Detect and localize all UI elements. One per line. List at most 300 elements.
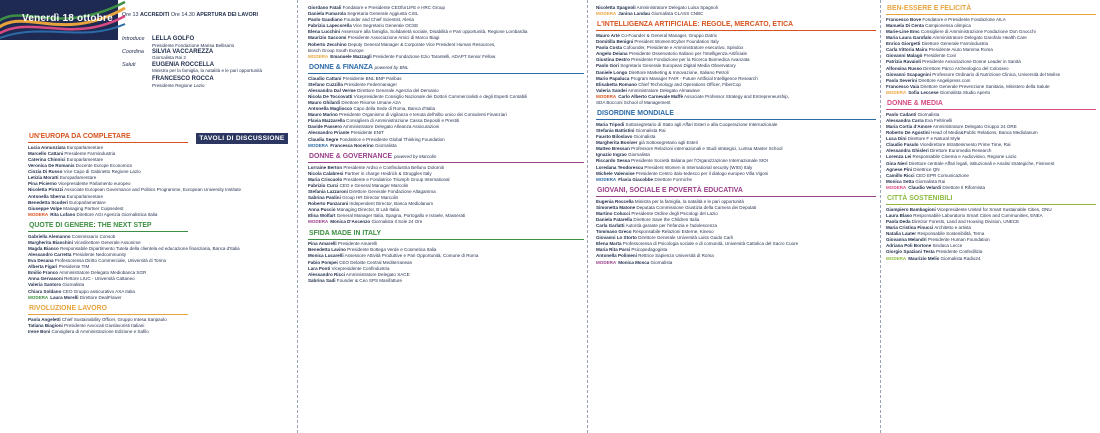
opening-times [122,12,258,18]
participant-name: Tommaso Greco [596,229,632,235]
intro-person-role: Giornalista Rai 2 [152,55,186,61]
participant-role: Presidente Fondazione per la Ricerca Biomedica Avanzata [629,57,750,63]
participant-role: Founder and Chief Scientist, Aleria [342,17,414,23]
participant-role: Amministratore Delegato Garofalo Health Care [931,35,1027,41]
participant-name: Fabio Pompei [308,259,338,265]
participant-name: Elena Marta [596,241,622,247]
moderator-label: MODERA [308,53,329,59]
moderator [596,177,876,183]
participant-name: Maria Criscuolo [308,176,343,182]
intro-role: Saluti [122,61,136,68]
participant-name: Anna Gervasoni [28,276,63,282]
participant-name: Pina Amarelli [308,241,337,247]
participant-name: Gabriella Alemanno [28,233,71,239]
participant-name: Daniela Fatarella [596,216,633,222]
participant-name: Davide Passero [308,124,342,130]
participant-name: Francesco Vaia [886,83,920,89]
participant-name: Irene Boni [28,328,51,334]
participant-role: Fondatore e Presidente CEOforLIFE e HRC Group [341,5,445,10]
moderator-role: Direttore AGI Agenzia Giornalistica Italia [75,211,158,217]
participant-name: Marie-Line Emc [886,28,920,34]
accreditation-label: ACCREDITI [139,12,170,18]
participant-role: Amministratore Delegato Mediobanca SGR [58,270,147,276]
section-title: DONNE & MEDIA [887,100,943,108]
program-section [308,153,584,226]
section-rule [28,231,188,232]
participant-role: Professoressa Diritto Commerciale, Università di Torino [53,258,167,264]
participant-name: Stefano Cuzzilla [308,81,343,87]
participant-role: Professore Relazioni internazionali e Studi strategici, Lumsa Master School [629,146,783,152]
participant-role: CEO EPR Comunicazione [914,172,969,178]
day-title: Venerdì 18 ottobre [22,13,113,24]
participant-role: Amministratore Delegato Luisa Spagnoli [635,5,718,10]
participant-role: Consigliera di Amministrazione Cassa Depositi e Prestiti [344,118,460,124]
participant-name: Giuseppe Volpe [28,205,63,211]
section-title: DONNE & FINANZA powered by BNL [309,63,409,71]
participant-name: Pina Picierno [28,181,57,187]
participant-role: Europarlamentare [65,144,104,150]
participant-role: Deputy General Manager & Corporate Vice President Human Resources, [346,41,496,47]
participant-name: Lorraine Berton [308,164,343,170]
participant-name: Giovanni Scapagnini [886,71,931,77]
participant-role: Presidente BNL BNP Paribas [341,75,402,81]
participant-name: Valeria Sandei [596,87,627,93]
moderator-label: MODERA [886,89,907,95]
moderator [596,260,876,266]
participant-name: Paola Costa [596,45,623,51]
participant-name: Chiara Soldano [28,288,62,294]
moderator-label: MODERA [886,184,907,190]
participant-name: Paola Angeletti [28,316,61,322]
participant-role: Program Manager FAIR - Future Artificial Intelligence Research [629,75,758,81]
participant-role: Presidente ENIT [349,130,385,136]
participant-role: Presidente Società Italiana per l'Organizzazione Internazionale SIOI [629,158,768,164]
participant-name: Carla Vittoria Maira [886,47,928,53]
intro-people [152,62,262,89]
participant-role: Autorità garante per l'infanzia e l'adolescenza [624,223,718,229]
participant-name: Agnese Pini [886,166,913,172]
moderator-name: Maurizio Melis [908,255,940,261]
participant-role: Sottosegretario di Stato agli Affari Esteri e alla Cooperazione Internazionale [624,121,778,127]
participant-role: Amministratore Delegato SACE [344,271,410,277]
section-title: DISORDINE MONDIALE [597,110,674,118]
participant-name: Enrico Giorgetti [886,41,921,47]
intro-people [152,36,262,48]
participant-role: Responsabile Laboratorio Smart Cities and Communities, ENEA [912,212,1043,218]
participant-name: Roberto Panzarani [308,201,349,207]
participant-name: Giustina Destro [596,57,630,63]
participant-role: Vicepresidente Confindustria [330,265,390,271]
participant-name: Lara Ponti [308,265,331,271]
moderator [886,185,1096,191]
participant-name: Daniela Fumarola [308,11,346,17]
section-rule [596,30,876,31]
participant-role: Consigliera di Amministrazione Edizione e Safilo [50,328,149,334]
participant-name: Alfonsina Russo [886,65,922,71]
participant-role: Independent Director, Banca Mediolanum [348,201,434,207]
section-rule [308,162,584,163]
participant-role: Presidente Federmanager [342,81,397,87]
participant-name: Elisabetta Romano [596,81,637,87]
program-section [308,230,584,284]
participant-name: Fausto Biloslavo [596,134,633,140]
participant-role: Architetto e artista [933,225,971,231]
participant-role: Presidente Amarelli [336,241,378,247]
participant-role: già Sottosegretario agli Esteri [637,140,699,146]
participant-role: Director Forests, Land and Housing Division, UNECE [910,219,1020,225]
participant-name: Margherita Bianchini [28,239,73,245]
intro-role: Introduce [122,36,145,42]
moderator-label: MODERA [596,11,617,17]
participant-role: Direttore F e Natural Style [906,136,961,142]
moderator-role: Direttore Formiche [653,176,693,182]
participant-name: Roberto De Agostini [886,130,930,136]
participant-name: Letizia Moratti [28,175,59,181]
participant-name: Adriana Poli Bortone [886,243,932,249]
participant-name: Nicola De Toccovatti [308,93,353,99]
intro-person-name: FRANCESCO ROCCA [152,76,214,83]
participant-name: Claudia Segre [308,136,339,142]
participant-role: Direttore Generale Prevenzione Sanitaria, Ministero della Salute [919,83,1050,89]
participant-name: Valeria Santoro [28,282,62,288]
participant-role: Presidente Bottega Verde e Cosmetica Italia [345,247,437,253]
participant-name: Alberta Figari [28,264,58,270]
participant-role: Commissario Consob [70,233,116,239]
participant-name: Riccardo Sessa [596,158,630,164]
program-section [886,5,1096,96]
moderator-name: Rita Lofano [50,211,76,217]
moderator-name: Claudio Velardi [908,184,942,190]
participant-name: Maria Tripodi [596,121,625,127]
participant-name: Alessandro Carretta [28,252,72,257]
section-rule [886,204,1096,205]
participant-name: Mauro Ghilardi [308,100,341,106]
participant-role: Europarlamentare [65,193,104,199]
participant-role: Direttore Generale Agenzia del Demanio [355,87,439,93]
participant-role: Direttore centrale Affari legali, istituzionali e Analisi strategiche, Fininvest [907,160,1055,166]
participant-role: Docente Europe Economics [74,163,133,169]
participant-name: Daniele Longo [596,69,628,75]
participant-name: Luca Dini [886,136,907,142]
participant-name: Martino Colucci [596,210,631,216]
program-section [596,110,876,183]
participant-role: Responsabile Dipartimento Tutela della clientela ed educazione finanziaria, Banca d'Italia [58,245,240,251]
participant-name: Magda Bianco [28,245,59,251]
participant [308,278,584,284]
participant-role: Amministratore Delegato Alleanza Assicurazioni [341,124,440,130]
moderator [886,256,1096,262]
participant-role: Presidente Ardso e Confindustria Belluno Dolomiti [342,164,444,170]
participant-role: Direttrice QN [912,166,940,172]
participant-name: Angelo Deiana [596,51,628,57]
participant-name: Alessandra Dal Verme [308,87,356,93]
moderator [28,212,188,218]
participant-role: President Women in International security (WIIS) Italy [643,164,753,170]
moderator-role-continued: SDA Bocconi School of Management [596,100,671,106]
participant-name: Mario Papaluca [596,75,630,81]
participant-role: Group HR Director Marcolin [340,195,399,201]
participant-name: Mauro Arte [596,32,620,38]
program-section [596,5,876,17]
intro-row [122,62,262,89]
moderator-name: Laura Morelli [50,294,79,300]
section-rule [28,142,188,143]
participant-name: Giorgio Spaziani Testa [886,249,935,255]
column-divider [587,0,588,433]
participant-name: Alessandro Ricci [308,271,345,277]
participant-role: Vice Capo di Gabinetto Regione Lazio [62,169,141,175]
section-title: DONNE & GOVERNANCE powered by Marcolin [309,152,437,160]
participant-name: Maria Laura Garofalo [886,35,932,41]
participant-name: Manuela Di Centa [886,22,924,28]
moderator-role: Giornalista Studio Aperto [938,89,991,95]
moderator-label: MODERA [596,259,617,265]
moderator [308,54,584,60]
program-section [596,21,876,106]
participant-role: Direttore Generale Fondazione Altagamma [347,188,436,194]
participant-name: Sabrina Sadi [308,277,336,283]
day-banner [0,0,118,40]
participant-name: Giovanna Melandri [886,237,927,243]
participant-name: Ignazio Ingrao [596,152,627,158]
column-divider [297,0,298,433]
participant-role: Assessore alla famiglia, Solidarietà sociale, Disabilità e Pari opportunità, Regione Lombardia [340,29,528,35]
moderator-label: MODERA [308,219,329,225]
participant-role: Managing Director, B Lab Italia [335,207,399,213]
program-section [886,100,1096,191]
participant-role: Vicepresidente Parlamento europeo [56,181,131,187]
participant-role: General Manager Italia, Spagna, Portogallo e Israele, Masserati [335,213,466,219]
participant-name: Alessandra Ghisleri [886,148,929,154]
moderator-role: Direttore DealFlower [78,294,122,300]
participant-role: Presidente TIM [57,264,90,270]
participant-name: Loredana Teodorescu [596,164,644,170]
moderator-name: Emanuele Mazzagli [330,53,372,59]
participant-role: Consigliere di Amministrazione Fondazione Don Gnocchi [919,28,1036,34]
participant-role: Presidente e Fondatrice Triumph Group International [342,176,450,182]
participant-name: Emilio Franco [28,270,59,276]
section-sponsor: powered by Marcolin [394,153,437,159]
intro-person-role: Presidente Regione Lazio [152,82,205,88]
participant-name: Francesco Bove [886,16,922,22]
participant-role: Fondatore e Presidente Fondazione AILA [921,16,1006,22]
participant-name: Simonetta Matone [596,204,636,210]
participant-name: Sabrina Paolini [308,195,341,201]
participant-name: Fabrizio Curci [308,182,339,188]
moderator-name: Sofia Leccese [908,89,939,95]
participant-role: CEO Gruppo assicurativo AXA Italia [61,288,135,294]
participant-name: Eugenia Roccella [596,198,634,204]
participant-role: Eva Feltrinelli [923,117,953,123]
participant-name: Benedetta Lavino [308,247,346,253]
participant-name: Antonella Sberna [28,193,66,199]
participant-role: Direttore Generale Farmindustria [920,41,989,47]
section-rule [308,239,584,240]
participant-role: CEO e General Manager Marcolin [338,182,409,188]
participant-role: Giornalista [916,111,940,117]
program-column-2 [308,5,584,288]
participant-name: Cinzia Di Russo [28,169,63,175]
intro-person-name: LELLA GOLFO [152,36,195,42]
participant-role: Presidente Osservatorio Italiano per l'Intelligenza Artificiale [627,51,747,57]
section-rule [886,109,1096,110]
participant-role: Responsabile Sostenibilità, Tema [916,231,985,237]
participant-role: President Women4Cyber Foundation Italy [633,39,719,45]
participant-name: Michele Valensise [596,170,635,176]
participant-role: Europarlamentare [67,199,106,205]
participant-role: Assessore Attività Produttive e Pari Opportunità, Comune di Roma [343,253,479,259]
program-section [596,187,876,266]
participant-name: Flavia Mazzarella [308,118,345,124]
moderator-role: Giornalista [649,259,673,265]
participant-role: Europarlamentare [58,175,97,181]
participant-role: Co-Founder & General Manager, Gruppo Datrix [619,32,717,38]
moderator-role: Giornalista Radio24 [939,255,981,261]
participant-role: Presidente Avvocati Giuslavoristi Italiani [62,322,145,328]
participant-role: Cofounder, Presidente e Amministratore esecutivo, Spindox [622,45,744,51]
participant-role: Amministratore Delegato Gruppo 24 ORE [931,124,1017,129]
program-section [28,305,188,335]
participant-role: Giornalista [61,282,85,288]
moderator-label: MODERA [28,211,49,217]
participant-name: Maria Cortia d'Amore [886,124,932,129]
participant-role: Presidente Ordine degli Psicologi del Lazio [630,210,718,216]
participant-role: Capo della Sede di Roma, Banca d'Italia [352,106,435,112]
intro-person-name: EUGENIA ROCCELLA [152,61,215,68]
participant-name: Lucia Annunziata [28,144,66,150]
participant-role: Presidente Aiuto Mamma Roma [927,47,993,53]
section-title: UN'EUROPA DA COMPLETARE [29,133,131,140]
participant-role: Deputata Commissione Giustizia della Camera dei Deputati [635,204,757,210]
participant-role: Direttore Angelipress.com [917,77,971,83]
moderator [886,90,1096,96]
section-title: QUOTE DI GENERE: THE NEXT STEP [29,221,152,229]
participant-role: CEO Deloitte Central Mediterranean [337,259,413,265]
participant-role: Giornalista Rai [634,128,666,133]
column-divider [880,0,881,433]
participant-name: Carla Garlatti [596,223,625,229]
participant-name: Veronica De Romanis [28,163,75,169]
participant-name: Stefania Lazzaroni [308,188,348,194]
participant-role: Presidente Farmindustria [63,150,116,156]
participant-name: Antonella Polimeni [596,253,637,259]
intro-person-name: SILVIA VACCAREZZA [152,48,214,55]
participant-name: Claudio Fasulo [886,142,919,148]
participant-role: Vicedirettore Intrattenimento Prime Time, Rai [918,142,1011,148]
moderator-role: Giornalista CLASS CNBC [650,11,704,17]
participant-role: Presidente Associazione Donne Leader in Sanità [920,59,1021,65]
participant-name: Paolo Gori [596,63,619,69]
moderator-label: MODERA [596,93,617,99]
moderator-name: Janina Landau [618,11,651,17]
participant-role: Presidente Associazione Amici di Marco Biagi [346,35,440,41]
opening-time: Ore 14.30 [170,12,195,18]
participant-name: Paola Deda [886,219,911,225]
participant-name: Giampiero Bambagioni [886,206,936,212]
moderator-role: Presidente Fondazione Ezio Tarantelli, ADAPT Senior Fellow [371,53,496,59]
participant-role: Vicepresidente Consiglio Nazionale dei Dottori Commercialisti e degli Esperti Contabili [352,93,528,99]
section-title: SFIDA MADE IN ITALY [309,229,382,237]
participant [28,329,188,335]
participant-name: Antonella Magliocco [308,106,353,112]
participant-role: Direttore Marketing & Innovazione, Italiano Petroli [627,69,729,75]
participant-role: Partner in charge Heidrick & Struggles Italy [343,170,432,176]
moderator-name: Carlo Alberto Carnevale Maffè [618,93,683,99]
participant-role: Direttore Generale Università Luiss Guido Carli [636,235,733,241]
intro-row [122,49,262,61]
moderator [308,219,584,225]
moderator-name: Flavia Giacobbe [618,176,654,182]
section-rule [596,196,876,197]
section-title: BEN-ESSERE E FELICITÀ [887,5,972,12]
participant-name: Giordano Fatali [308,5,342,10]
participant-role: Ministra per la famiglia, la natalità e le pari opportunità [633,198,744,204]
participant-role: Bosch Group South Europe [308,47,364,53]
program-column-4 [886,5,1096,266]
participant-role: Europarlamentare [65,156,104,162]
moderator [28,295,188,301]
participant-name: Nicola Calabresi [308,170,344,176]
section-title: RIVOLUZIONE LAVORO [29,304,107,312]
participant-name: Paolo Cadanti [886,111,917,117]
intro-person-role: Ministra per la famiglia, la natalità e le pari opportunità [152,68,263,74]
participant-name: Lorenza Lei [886,154,912,160]
participant-name: Natalia Lauter [886,231,917,237]
moderator-name: Francesca Nocerino [330,142,374,148]
moderator-name: Monica Mosca [618,259,650,265]
participant-name: Maurizio Saccomi [308,35,347,41]
moderator-label: MODERA [886,255,907,261]
participant-role: Amministratore Delegato Almawave [626,87,700,93]
participant-role: Giornalista [632,134,656,140]
participant-name: Matteo Bressan [596,146,630,152]
participant-role: Associate European Governance and Politics Programme, European University Institute [63,187,242,193]
participant-role: Direttore Save the Children Italia [632,216,700,222]
participant-name: Margherita Boniver [596,140,638,146]
participant-role: Fondatrice e Presidente Global Thinking Foundation [338,136,445,142]
section-sponsor: powered by BNL [374,64,409,70]
section-rule [596,119,876,120]
participant-role: Segretario Generale European Digital Media Observatory [619,63,736,69]
moderator-role: Giornalista [373,142,397,148]
participant-name: Caterina Chinnici [28,156,66,162]
participant-name: Roberto Zecchino [308,41,347,47]
participant-name: Paola Severini [886,77,918,83]
section-title: CITTÀ SOSTENIBILI [887,195,953,203]
participant-role: Direttore Risorse Umane A2A [340,100,401,106]
participant-name: Paolo Gaudiano [308,17,343,23]
participant-name: Patrizia Ravaioli [886,59,921,65]
participant-role: Direttore Parco Archeologico del Colosseo [921,65,1009,71]
participant-name: Stefania Battistini [596,128,635,133]
participant-name: Monica Lucarelli [308,253,344,259]
participant-name: Anna Puccio [308,207,336,213]
participant-name: Eva Desana [28,258,54,264]
participant-role: Presidente Organismo di vigilanza e tenuta dell'albo unico dei Consulenti Finanziari [337,112,507,118]
intro-people [152,49,262,61]
moderator-label: MODERA [308,142,329,148]
participant-name: Nicoletta Spagnoli [596,5,636,10]
participant-name: Maria Rita Parsi [596,247,631,253]
participant-role: Responsabile Cinema e Audiovisivo, Regione Lazio [911,154,1017,160]
participant-role: Sindaca Lecce [931,243,963,249]
participant-role: Head of Media&Public Relations, Banca Mediolanum [929,130,1038,136]
participant-name: Maria Cristina Finucci [886,225,934,231]
section-title: L'INTELLIGENZA ARTIFICIALE: REGOLE, MERCATO, ETICA [597,21,794,29]
participant-role: Segretaria Generale Aggiunta CISL [345,11,419,17]
participant-name: Domitilla Benigni [596,39,634,45]
section-rule [28,314,188,315]
